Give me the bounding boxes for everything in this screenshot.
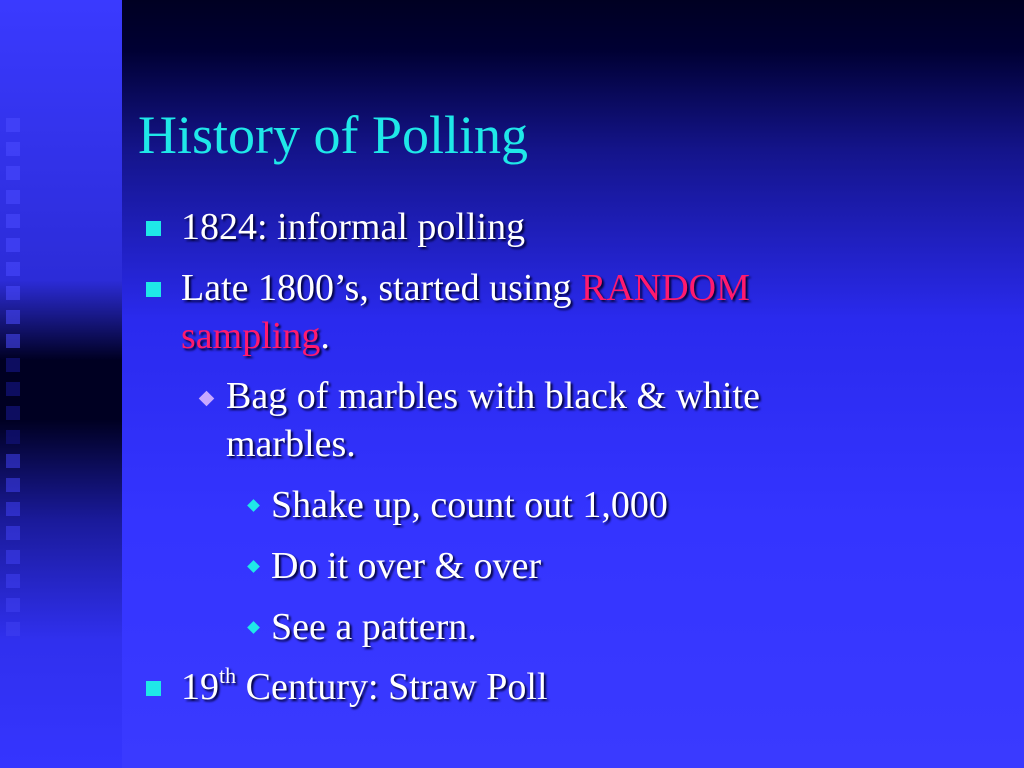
decorative-square <box>6 238 20 252</box>
decorative-square <box>6 262 20 276</box>
sub-sub-item-3: See a pattern. <box>271 606 477 648</box>
decorative-squares <box>6 118 26 646</box>
decorative-square <box>6 214 20 228</box>
square-bullet-icon <box>146 282 161 297</box>
bullet-item-2-line-1 <box>181 264 750 312</box>
square-bullet-icon <box>146 221 161 236</box>
diamond-bullet-icon <box>247 560 260 573</box>
random-highlight: RANDOM <box>580 267 750 309</box>
decorative-square <box>6 502 20 516</box>
decorative-square <box>6 166 20 180</box>
decorative-square <box>6 118 20 132</box>
diamond-bullet-icon <box>199 391 215 407</box>
decorative-square <box>6 310 20 324</box>
bullet-item-1: 1824: informal polling <box>181 206 526 248</box>
sub-sub-item-2: Do it over & over <box>271 545 542 587</box>
decorative-square <box>6 142 20 156</box>
decorative-square <box>6 478 20 492</box>
sub-item-line-2: marbles. <box>226 423 356 465</box>
century-number: 19 <box>181 666 219 708</box>
decorative-square <box>6 598 20 612</box>
decorative-square <box>6 334 20 348</box>
diamond-bullet-icon <box>247 621 260 634</box>
decorative-square <box>6 382 20 396</box>
diamond-bullet-icon <box>247 499 260 512</box>
sub-item-line-1: Bag of marbles with black & white <box>226 375 760 417</box>
bullet-item-3 <box>181 663 548 711</box>
decorative-square <box>6 430 20 444</box>
slide-title: History of Polling <box>138 105 529 165</box>
left-decorative-band <box>0 0 122 768</box>
decorative-square <box>6 526 20 540</box>
decorative-square <box>6 190 20 204</box>
decorative-square <box>6 454 20 468</box>
decorative-square <box>6 286 20 300</box>
bullet-item-2-line-2 <box>181 312 330 360</box>
century-text: Century: Straw Poll <box>236 666 548 708</box>
bullet-item-2-text: Late 1800’s, started using <box>181 267 581 309</box>
square-bullet-icon <box>146 681 161 696</box>
decorative-square <box>6 550 20 564</box>
century-suffix: th <box>219 663 237 688</box>
sampling-highlight: sampling <box>181 315 321 357</box>
decorative-square <box>6 574 20 588</box>
sub-sub-item-1: Shake up, count out 1,000 <box>271 484 668 526</box>
decorative-square <box>6 622 20 636</box>
decorative-square <box>6 406 20 420</box>
decorative-square <box>6 358 20 372</box>
bullet-item-2-period: . <box>320 315 330 357</box>
